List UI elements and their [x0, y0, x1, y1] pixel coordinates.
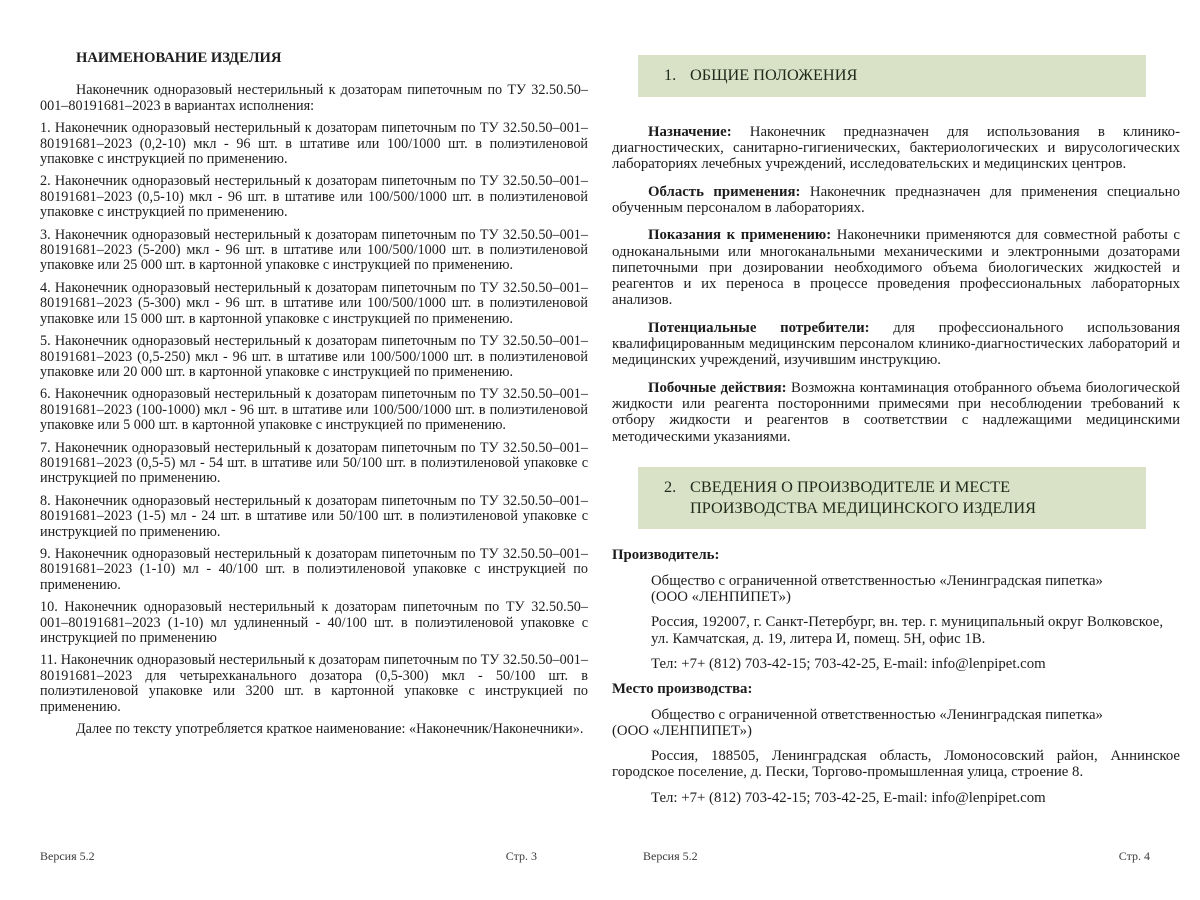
product-variant-item: 1. Наконечник одноразовый нестерильный к дозаторам пипеточным по ТУ 32.50.50–001–80191681–2023 (0,2-10) мкл - 96 шт. в штативе или 100/1000 шт. в полиэтиленовой упаковке с инструкцией по применению. — [40, 120, 588, 168]
page-right — [612, 45, 1180, 806]
page-number: Стр. 4 — [1118, 849, 1150, 863]
paragraph-text: Возможна контаминация отобранного объема биологической жидкости или реагента посторонними примесями при несоблюдении требований к отбору жидкости и реагентов в соответствии с надлежащими медицинскими методическими указаниями. — [612, 379, 1180, 445]
footer-right — [643, 849, 1150, 863]
manufacturer-details — [651, 573, 1180, 672]
footer-left — [40, 849, 537, 863]
section-title: ОБЩИЕ ПОЛОЖЕНИЯ — [690, 65, 858, 84]
paragraph-label: Показания к применению: — [648, 227, 832, 244]
company-short-name: (ООО «ЛЕНПИПЕТ») — [612, 722, 752, 739]
paragraph-label: Область применения: — [648, 183, 801, 200]
paragraph-label: Назначение: — [648, 123, 732, 140]
manufacturer-company — [651, 573, 1180, 606]
product-variant-item: 5. Наконечник одноразовый нестерильный к дозаторам пипеточным по ТУ 32.50.50–001–80191681–2023 (0,5-250) мкл - 96 шт. в штативе или 100/500/1000 шт. в полиэтиленовой упаковке или 20 000 шт. в картонной упаковке с инструкцией по применению. — [40, 333, 588, 380]
section-title: СВЕДЕНИЯ О ПРОИЗВОДИТЕЛЕ И МЕСТЕ ПРОИЗВОДСТВА МЕДИЦИНСКОГО ИЗДЕЛИЯ — [690, 476, 1036, 517]
paragraph-indications — [612, 227, 1180, 308]
manufacturer-address: Россия, 192007, г. Санкт-Петербург, вн. тер. г. муниципальный округ Волковское, ул. Камчатская, д. 19, литера И, помещ. 5Н, офис 1В. — [651, 614, 1164, 647]
paragraph-side-effects — [612, 380, 1180, 445]
paragraph-purpose — [612, 124, 1180, 173]
product-variant-item: 9. Наконечник одноразовый нестерильный к дозаторам пипеточным по ТУ 32.50.50–001–80191681–2023 (1-10) мл - 40/100 шт. в полиэтиленовой упаковке с инструкцией по применению. — [40, 545, 588, 593]
version-label: Версия 5.2 — [643, 849, 698, 863]
production-site-details — [612, 707, 1180, 806]
product-variant-item: 7. Наконечник одноразовый нестерильный к дозаторам пипеточным по ТУ 32.50.50–001–80191681–2023 (0,5-5) мл - 54 шт. в штативе или 50/100 шт. в полиэтиленовой упаковке с инструкцией по применению. — [40, 439, 588, 487]
paragraph-text: для профессионального использования квалифицированным медицинским персоналом клинико-диагностических лабораторий и медицинских учреждений, изучившим инструкцию. — [612, 319, 1181, 369]
closing-note: Далее по тексту употребляется краткое наименование: «Наконечник/Наконечники». — [76, 721, 584, 738]
company-name-line: Общество с ограниченной ответственностью «Ленинградская пипетка» — [651, 706, 1103, 723]
manufacturer-phone: Тел: +7+ (812) 703-42-15; 703-42-25, E-mail: info@lenpipet.com — [651, 655, 1046, 672]
paragraph-scope — [612, 184, 1180, 217]
paragraph-label: Побочные действия: — [648, 379, 787, 396]
section-heading-manufacturer — [638, 467, 1146, 530]
production-site-phone: Тел: +7+ (812) 703-42-15; 703-42-25, E-mail: info@lenpipet.com — [651, 789, 1046, 806]
production-site-label: Место производства: — [612, 681, 753, 698]
product-variant-item: 10. Наконечник одноразовый нестерильный к дозаторам пипеточным по ТУ 32.50.50–001–80191681–2023 (1-10) мл удлиненный - 40/100 шт. в полиэтиленовой упаковке с инструкцией по применению — [40, 599, 588, 646]
paragraph-consumers — [612, 320, 1180, 369]
page-left — [40, 45, 588, 744]
section-number: 2. — [664, 476, 677, 496]
company-short-name: (ООО «ЛЕНПИПЕТ») — [651, 589, 791, 606]
manufacturer-label: Производитель: — [612, 547, 720, 564]
product-variant-item: 3. Наконечник одноразовый нестерильный к дозаторам пипеточным по ТУ 32.50.50–001–80191681–2023 (5-200) мкл - 96 шт. в штативе или 100/500/1000 шт. в полиэтиленовой упаковке или 25 000 шт. в картонной упаковке с инструкцией по применению. — [40, 226, 588, 274]
paragraph-text: Наконечник предназначен для применения специально обученным персоналом в лабораториях. — [612, 183, 1180, 216]
product-variant-item: 2. Наконечник одноразовый нестерильный к дозаторам пипеточным по ТУ 32.50.50–001–80191681–2023 (0,5-10) мкл - 96 шт. в штативе или 100/500/1000 шт. в полиэтиленовой упаковке с инструкцией по применению. — [40, 173, 588, 221]
intro-paragraph: Наконечник одноразовый нестерильный к дозаторам пипеточным по ТУ 32.50.50–001–80191681–2023 в вариантах исполнения: — [40, 82, 588, 114]
product-variant-item: 8. Наконечник одноразовый нестерильный к дозаторам пипеточным по ТУ 32.50.50–001–80191681–2023 (1-5) мл - 24 шт. в штативе или 50/100 шт. в полиэтиленовой упаковке с инструкцией по применению. — [40, 492, 588, 540]
company-name-line: Общество с ограниченной ответственностью «Ленинградская пипетка» — [651, 572, 1103, 589]
product-variant-item: 11. Наконечник одноразовый нестерильный к дозаторам пипеточным по ТУ 32.50.50–001–80191681–2023 для четырехканального дозатора (0,5-300) мкл - 50/100 шт. в полиэтиленовой упаковке или 3200 шт. в картонной упаковке с инструкцией по применению. — [40, 652, 588, 715]
version-label: Версия 5.2 — [40, 849, 95, 863]
production-site-address: Россия, 188505, Ленинградская область, Ломоносовский район, Аннинское городское поселение, д. Пески, Торгово-промышленная улица, строение 8. — [612, 748, 1180, 781]
paragraph-label: Потенциальные потребители: — [648, 319, 870, 336]
paragraph-text: Наконечники применяются для совместной работы с одноканальными или многоканальными механическими и электронными дозаторами пипеточными при дозировании необходимого объема биологических жидкостей и реагентов и их переноса в процессе проведения профессиональных лабораторных анализов. — [612, 227, 1180, 309]
section-number: 1. — [664, 65, 677, 84]
product-variant-item: 6. Наконечник одноразовый нестерильный к дозаторам пипеточным по ТУ 32.50.50–001–80191681–2023 (100-1000) мкл - 96 шт. в штативе или 100/500/1000 шт. в полиэтиленовой упаковке или 5 000 шт. в картонной упаковке с инструкцией по применению. — [40, 386, 588, 434]
section-heading-general — [638, 55, 1146, 97]
paragraph-text: Наконечник предназначен для использования в клинико-диагностических, санитарно-гигиенических, бактериологических и вирусологических лабораториях лечебных учреждений, исследовательских и медицинских центров. — [612, 123, 1180, 173]
page-number: Стр. 3 — [505, 849, 537, 863]
page-title: НАИМЕНОВАНИЕ ИЗДЕЛИЯ — [76, 50, 282, 66]
product-variant-item: 4. Наконечник одноразовый нестерильный к дозаторам пипеточным по ТУ 32.50.50–001–80191681–2023 (5-300) мкл - 96 шт. в штативе или 100/500/1000 шт. в полиэтиленовой упаковке или 15 000 шт. в картонной упаковке с инструкцией по применению. — [40, 279, 588, 327]
